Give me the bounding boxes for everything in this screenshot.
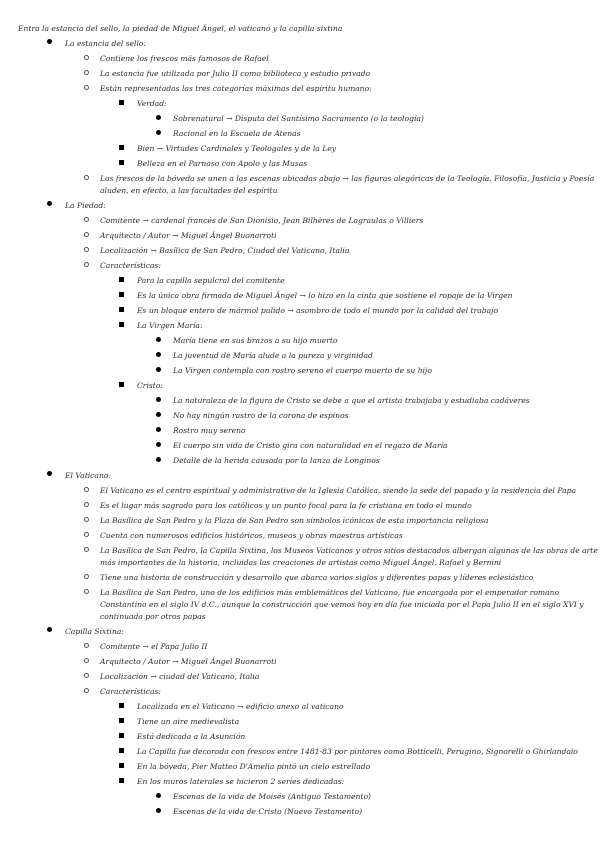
list-item <box>100 171 600 198</box>
list-item-text: Está dedicada a la Asunción <box>137 731 246 741</box>
list-item-text: Rostro muy sereno <box>173 425 246 435</box>
list-item <box>173 348 600 363</box>
list-item-text: La Capilla fue decorada con frescos entre 1481-83 por pintores como Botticelli, Perugino, Signorelli o Ghirlandaio <box>137 746 578 756</box>
list-item-text: Tiene una historia de construcción y desarrollo que abarca varios siglos y diferentes papas y líderes eclesiástico <box>100 572 534 582</box>
list-item-text: Sobrenatural → Disputa del Santísimo Sacramento (o la teología) <box>173 113 424 123</box>
list-item-text: La Basílica de San Pedro, la Capilla Sixtina, los Museos Vaticanos y otros sitios destacados albergan algunas de las obras de arte más importantes de la historia, incluidas las creaciones de artistas como Miguel Ángel, Rafael y Bernini <box>100 545 598 567</box>
list-item-text: Es un bloque entero de mármol pulido → asombro de todo el mundo por la calidad del trabajo <box>137 305 499 315</box>
list-item <box>137 288 600 303</box>
list-item-text: No hay ningún rastro de la corona de espinos <box>173 410 349 420</box>
list-item-text: Cristo: <box>137 380 163 390</box>
list-item-text: Escenas de la vida de Cristo (Nuevo Testamento) <box>173 806 363 816</box>
section-heading: Capilla Sixtina: <box>65 626 124 636</box>
section-heading: La Piedad: <box>65 200 106 210</box>
section-heading: El Vaticano: <box>65 470 111 480</box>
list-item-text: Características: <box>100 686 161 696</box>
section-capilla-sixtina <box>65 624 600 819</box>
section-el-vaticano <box>65 468 600 624</box>
list-item-text: Escenas de la vida de Moisés (Antiguo Testamento) <box>173 791 371 801</box>
list-item <box>137 141 600 156</box>
list-item <box>137 303 600 318</box>
list-item <box>100 51 600 66</box>
list-item-text: Comitente → el Papa Julio II <box>100 641 208 651</box>
list-item <box>100 684 600 819</box>
list-item <box>100 483 600 498</box>
list-item-text: El Vaticano es el centro espiritual y administrativo de la Iglesia Católica, siendo la sede del papado y la residencia del Papa <box>100 485 577 495</box>
list-item-text: Bien → Virtudes Cardinales y Teologales y de la Ley <box>137 143 337 153</box>
section-la-piedad <box>65 198 600 468</box>
list-item-text: La Virgen María: <box>137 320 203 330</box>
list-item <box>100 498 600 513</box>
list-item-text: Arquitecto / Autor → Miguel Ángel Buonarroti <box>100 230 277 240</box>
list-item <box>137 699 600 714</box>
list-item-text: Verdad: <box>137 98 167 108</box>
list-item <box>137 318 600 378</box>
list-item-text: Los frescos de la bóveda se unen a las escenas ubicadas abajo → las figuras alegóricas de la Teología, Filosofía, Justicia y Poesía aluden, en efecto, a las facultades del espíritu <box>100 173 595 195</box>
list-item <box>173 804 600 819</box>
list-item-text: En la bóveda, Pier Matteo D'Amelia pintó un cielo estrellado <box>137 761 371 771</box>
list-item-text: El cuerpo sin vida de Cristo gira con naturalidad en el regazo de María <box>173 440 448 450</box>
list-item-text: Características: <box>100 260 161 270</box>
list-item <box>137 759 600 774</box>
section-estancia-del-sello <box>65 36 600 198</box>
list-item-text: Localización → ciudad del Vaticano, Italia <box>100 671 260 681</box>
list-item <box>137 156 600 171</box>
list-item <box>173 393 600 408</box>
list-item-text: La juventud de María alude a la pureza y virginidad <box>173 350 373 360</box>
list-item-text: La Basílica de San Pedro, uno de los edificios más emblemáticos del Vaticano, fue encargada por el emperador romano Constantino en el siglo IV d.C., aunque la construcción que vemos hoy en día fue iniciada por el Papa Julio II en el siglo XVI y continuada por otros papas <box>100 587 584 621</box>
list-item-text: María tiene en sus brazos a su hijo muerto <box>173 335 338 345</box>
list-item <box>173 111 600 126</box>
list-item <box>100 243 600 258</box>
list-item <box>137 273 600 288</box>
list-item <box>173 363 600 378</box>
list-item <box>173 453 600 468</box>
list-item <box>173 126 600 141</box>
section-heading: La estancia del sello: <box>65 38 147 48</box>
list-item-text: Localización → Basílica de San Pedro, Ciudad del Vaticano, Italia <box>100 245 350 255</box>
list-item <box>100 513 600 528</box>
list-item <box>100 258 600 468</box>
list-item <box>100 669 600 684</box>
list-item <box>173 423 600 438</box>
list-item <box>173 333 600 348</box>
list-item-text: Comitente → cardenal francés de San Dionisio, Jean Bilhères de Lagraulas o Villiers <box>100 215 424 225</box>
list-item-text: En los muros laterales se hicieron 2 series dedicadas: <box>137 776 345 786</box>
list-item <box>100 654 600 669</box>
list-item <box>100 66 600 81</box>
document-title: Entra la estancia del sello, la piedad de Miguel Ángel, el vaticano y la capilla sixtina <box>18 24 343 33</box>
list-item <box>137 729 600 744</box>
list-item <box>100 213 600 228</box>
list-item-text: La estancia fue utilizada por Julio II como biblioteca y estudio privado <box>100 68 371 78</box>
list-item-text: Detalle de la herida causada por la lanza de Longinos <box>173 455 380 465</box>
list-item-text: Cuenta con numerosos edificios históricos, museos y obras maestras artísticas <box>100 530 403 540</box>
list-item-text: Tiene un aire medievalista <box>137 716 240 726</box>
list-item-text: Contiene los frescos más famosos de Rafael <box>100 53 269 63</box>
list-item <box>137 744 600 759</box>
list-item-text: Localizada en el Vaticano → edificio anexo al vaticano <box>137 701 344 711</box>
list-item <box>173 408 600 423</box>
list-item <box>100 570 600 585</box>
list-item <box>137 378 600 468</box>
list-item-text: Es el lugar más sagrado para los católicos y un punto focal para la fe cristiana en todo el mundo <box>100 500 472 510</box>
list-item <box>100 81 600 171</box>
list-item <box>100 543 600 570</box>
list-item <box>137 96 600 141</box>
list-item-text: Para la capilla sepulcral del comitente <box>137 275 285 285</box>
list-item <box>100 528 600 543</box>
list-item-text: Racional en la Escuela de Atenas <box>173 128 301 138</box>
list-item <box>100 585 600 624</box>
list-item-text: Belleza en el Parnaso con Apolo y las Musas <box>137 158 308 168</box>
list-item <box>137 774 600 819</box>
list-item <box>173 789 600 804</box>
list-item <box>100 639 600 654</box>
list-item-text: La Basílica de San Pedro y la Plaza de San Pedro son símbolos icónicos de esta importancia religiosa <box>100 515 489 525</box>
outline <box>0 36 600 819</box>
list-item-text: Arquitecto / Autor → Miguel Ángel Buonarroti <box>100 656 277 666</box>
list-item-text: Están representadas las tres categorías máximas del espíritu humano: <box>100 83 372 93</box>
list-item <box>100 228 600 243</box>
list-item-text: La Virgen contempla con rostro sereno el cuerpo muerto de su hijo <box>173 365 432 375</box>
list-item <box>173 438 600 453</box>
list-item-text: Es la única obra firmada de Miguel Ángel → lo hizo en la cinta que sostiene el ropaje de la Virgen <box>137 290 513 300</box>
list-item-text: La naturaleza de la figura de Cristo se debe a que el artista trabajaba y estudiaba cadáveres <box>173 395 530 405</box>
list-item <box>137 714 600 729</box>
